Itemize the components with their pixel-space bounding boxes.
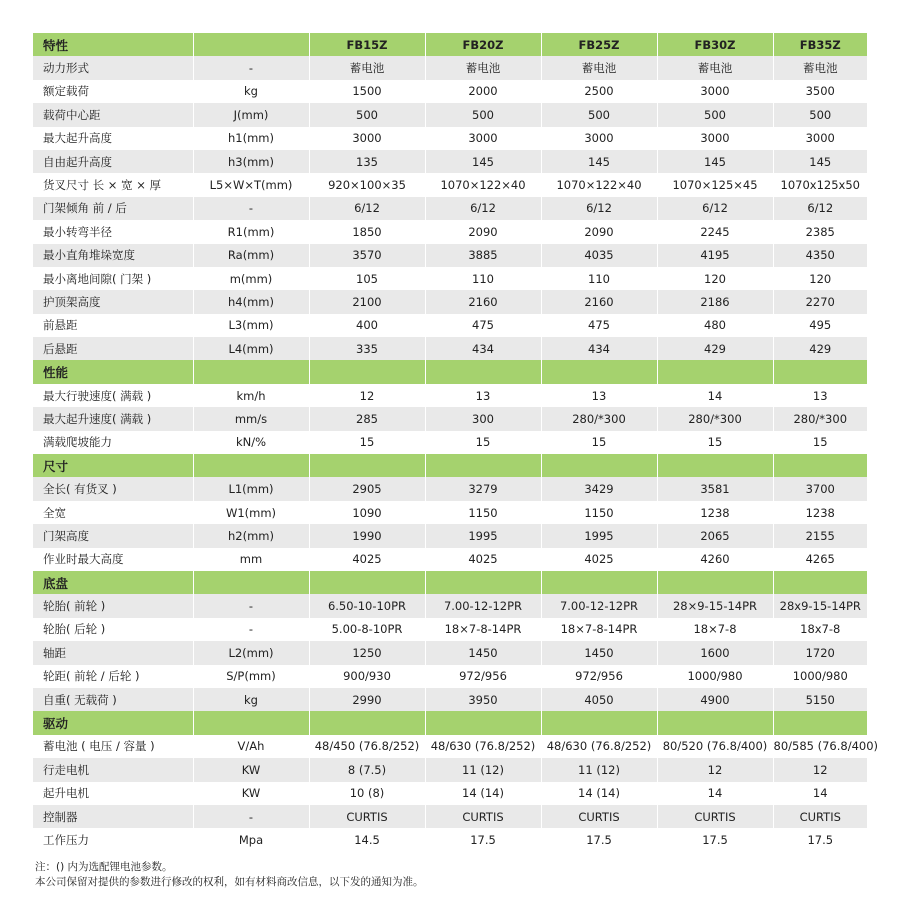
table-row xyxy=(33,244,867,267)
spec-value: 13 xyxy=(541,384,657,407)
spec-value: 1000/980 xyxy=(773,665,867,688)
spec-value: 17.5 xyxy=(657,828,773,851)
spec-value: 18×7-8 xyxy=(657,618,773,641)
spec-unit: - xyxy=(193,197,309,220)
spec-label: 前悬距 xyxy=(33,314,193,337)
spec-label: 控制器 xyxy=(33,805,193,828)
spec-unit: - xyxy=(193,618,309,641)
spec-label: 护顶架高度 xyxy=(33,290,193,313)
spec-value: 2245 xyxy=(657,220,773,243)
spec-label: 轮胎( 后轮 ) xyxy=(33,618,193,641)
spec-value: 10 (8) xyxy=(309,782,425,805)
spec-unit: h3(mm) xyxy=(193,150,309,173)
spec-label: 后悬距 xyxy=(33,337,193,360)
table-row xyxy=(33,805,867,828)
spec-unit: L5×W×T(mm) xyxy=(193,173,309,196)
spec-value: 3000 xyxy=(309,127,425,150)
spec-unit: KW xyxy=(193,758,309,781)
spec-value: 蓄电池 xyxy=(541,56,657,79)
spec-label: 工作压力 xyxy=(33,828,193,851)
spec-label: 满载爬坡能力 xyxy=(33,431,193,454)
table-row xyxy=(33,56,867,79)
spec-value: 48/630 (76.8/252) xyxy=(425,735,541,758)
spec-value: 1500 xyxy=(309,80,425,103)
spec-value: 3570 xyxy=(309,244,425,267)
spec-value: 2000 xyxy=(425,80,541,103)
spec-value: CURTIS xyxy=(425,805,541,828)
spec-label: 行走电机 xyxy=(33,758,193,781)
section-spacer xyxy=(541,360,657,383)
spec-value: 4900 xyxy=(657,688,773,711)
spec-value: 14 xyxy=(657,782,773,805)
section-spacer xyxy=(425,360,541,383)
footnote-disclaimer: 本公司保留对提供的参数进行修改的权利，如有材料商改信息，以下发的通知为准。 xyxy=(35,876,424,888)
section-spacer xyxy=(657,454,773,477)
spec-value: 15 xyxy=(657,431,773,454)
spec-value: 280/*300 xyxy=(541,407,657,430)
spec-value: 1070×125×45 xyxy=(657,173,773,196)
spec-value: 300 xyxy=(425,407,541,430)
spec-value: 6/12 xyxy=(773,197,867,220)
spec-value: 4350 xyxy=(773,244,867,267)
spec-value: 1850 xyxy=(309,220,425,243)
spec-value: 2270 xyxy=(773,290,867,313)
spec-value: 3950 xyxy=(425,688,541,711)
spec-value: 495 xyxy=(773,314,867,337)
spec-value: 1450 xyxy=(541,641,657,664)
spec-value: 2065 xyxy=(657,524,773,547)
spec-value: 蓄电池 xyxy=(425,56,541,79)
spec-value: 972/956 xyxy=(425,665,541,688)
table-row xyxy=(33,150,867,173)
spec-value: 145 xyxy=(773,150,867,173)
spec-value: 434 xyxy=(541,337,657,360)
spec-unit: h1(mm) xyxy=(193,127,309,150)
table-row xyxy=(33,735,867,758)
spec-value: 972/956 xyxy=(541,665,657,688)
table-row xyxy=(33,337,867,360)
spec-value: 145 xyxy=(425,150,541,173)
spec-value: 500 xyxy=(425,103,541,126)
spec-value: 蓄电池 xyxy=(309,56,425,79)
spec-value: 2090 xyxy=(541,220,657,243)
section-spacer xyxy=(541,711,657,734)
spec-value: 475 xyxy=(541,314,657,337)
table-row xyxy=(33,782,867,805)
spec-unit: L2(mm) xyxy=(193,641,309,664)
table-row xyxy=(33,477,867,500)
spec-value: 2090 xyxy=(425,220,541,243)
spec-label: 起升电机 xyxy=(33,782,193,805)
spec-value: 500 xyxy=(541,103,657,126)
model-header: FB35Z xyxy=(773,33,867,56)
spec-value: 7.00-12-12PR xyxy=(425,594,541,617)
spec-value: 12 xyxy=(657,758,773,781)
footnote-lithium: 注：() 内为选配锂电池参数。 xyxy=(35,861,173,873)
spec-value: 12 xyxy=(773,758,867,781)
spec-value: 4265 xyxy=(773,548,867,571)
spec-value: 7.00-12-12PR xyxy=(541,594,657,617)
section-spacer xyxy=(773,571,867,594)
spec-value: 12 xyxy=(309,384,425,407)
spec-value: 3500 xyxy=(773,80,867,103)
spec-value: 500 xyxy=(773,103,867,126)
spec-label: 最小转弯半径 xyxy=(33,220,193,243)
section-spacer xyxy=(193,33,309,56)
table-row xyxy=(33,127,867,150)
spec-unit: KW xyxy=(193,782,309,805)
section-title: 底盘 xyxy=(33,571,193,594)
spec-value: 2160 xyxy=(425,290,541,313)
table-row xyxy=(33,384,867,407)
spec-value: 8 (7.5) xyxy=(309,758,425,781)
spec-value: 2500 xyxy=(541,80,657,103)
spec-value: 1238 xyxy=(657,501,773,524)
section-title: 特性 xyxy=(33,33,193,56)
spec-label: 最小直角堆垛宽度 xyxy=(33,244,193,267)
table-row xyxy=(33,103,867,126)
table-row xyxy=(33,548,867,571)
spec-value: 280/*300 xyxy=(657,407,773,430)
model-header: FB30Z xyxy=(657,33,773,56)
spec-value: 105 xyxy=(309,267,425,290)
spec-value: 1995 xyxy=(541,524,657,547)
spec-label: 最小离地间隙( 门架 ) xyxy=(33,267,193,290)
spec-label: 载荷中心距 xyxy=(33,103,193,126)
spec-unit: m(mm) xyxy=(193,267,309,290)
spec-value: 14 xyxy=(773,782,867,805)
spec-value: 14 (14) xyxy=(541,782,657,805)
section-header xyxy=(33,711,867,734)
spec-value: 1000/980 xyxy=(657,665,773,688)
spec-value: 3000 xyxy=(657,80,773,103)
spec-label: 全宽 xyxy=(33,501,193,524)
spec-value: 1070×122×40 xyxy=(541,173,657,196)
spec-value: 3279 xyxy=(425,477,541,500)
spec-value: 11 (12) xyxy=(425,758,541,781)
spec-value: 285 xyxy=(309,407,425,430)
spec-value: 14 xyxy=(657,384,773,407)
table-row xyxy=(33,618,867,641)
spec-value: 3000 xyxy=(425,127,541,150)
spec-value: 28×9-15-14PR xyxy=(657,594,773,617)
spec-unit: h4(mm) xyxy=(193,290,309,313)
spec-value: 17.5 xyxy=(541,828,657,851)
spec-value: 110 xyxy=(425,267,541,290)
section-spacer xyxy=(193,454,309,477)
table-row xyxy=(33,290,867,313)
table-row xyxy=(33,267,867,290)
spec-value: 5150 xyxy=(773,688,867,711)
table-row xyxy=(33,501,867,524)
spec-value: 13 xyxy=(773,384,867,407)
spec-unit: - xyxy=(193,805,309,828)
spec-unit: - xyxy=(193,594,309,617)
spec-value: 4050 xyxy=(541,688,657,711)
spec-value: 1720 xyxy=(773,641,867,664)
spec-value: CURTIS xyxy=(657,805,773,828)
section-spacer xyxy=(657,360,773,383)
spec-value: 17.5 xyxy=(425,828,541,851)
spec-unit: km/h xyxy=(193,384,309,407)
spec-value: 480 xyxy=(657,314,773,337)
spec-value: 15 xyxy=(541,431,657,454)
spec-value: 145 xyxy=(541,150,657,173)
spec-unit: L1(mm) xyxy=(193,477,309,500)
model-header: FB25Z xyxy=(541,33,657,56)
table-row xyxy=(33,594,867,617)
table-row xyxy=(33,758,867,781)
spec-value: 6.50-10-10PR xyxy=(309,594,425,617)
spec-value: 3000 xyxy=(773,127,867,150)
spec-value: 28x9-15-14PR xyxy=(773,594,867,617)
spec-value: 120 xyxy=(773,267,867,290)
spec-unit: V/Ah xyxy=(193,735,309,758)
spec-value: 4025 xyxy=(309,548,425,571)
spec-value: 429 xyxy=(773,337,867,360)
spec-value: 80/520 (76.8/400) xyxy=(657,735,773,758)
spec-value: 900/930 xyxy=(309,665,425,688)
spec-value: 1990 xyxy=(309,524,425,547)
table-row xyxy=(33,431,867,454)
spec-value: 18x7-8 xyxy=(773,618,867,641)
section-spacer xyxy=(773,711,867,734)
spec-label: 作业时最大高度 xyxy=(33,548,193,571)
spec-value: 2100 xyxy=(309,290,425,313)
spec-label: 门架倾角 前 / 后 xyxy=(33,197,193,220)
section-spacer xyxy=(773,360,867,383)
spec-value: 6/12 xyxy=(309,197,425,220)
spec-value: 3700 xyxy=(773,477,867,500)
spec-unit: W1(mm) xyxy=(193,501,309,524)
table-row xyxy=(33,173,867,196)
spec-unit: S/P(mm) xyxy=(193,665,309,688)
spec-value: 1070×122×40 xyxy=(425,173,541,196)
spec-value: 6/12 xyxy=(657,197,773,220)
table-row xyxy=(33,407,867,430)
spec-value: 1238 xyxy=(773,501,867,524)
spec-value: 1070x125x50 xyxy=(773,173,867,196)
spec-value: CURTIS xyxy=(309,805,425,828)
table-row xyxy=(33,665,867,688)
spec-unit: Ra(mm) xyxy=(193,244,309,267)
spec-unit: J(mm) xyxy=(193,103,309,126)
spec-value: 6/12 xyxy=(541,197,657,220)
spec-value: 18×7-8-14PR xyxy=(541,618,657,641)
spec-value: 6/12 xyxy=(425,197,541,220)
spec-label: 自由起升高度 xyxy=(33,150,193,173)
section-title: 驱动 xyxy=(33,711,193,734)
section-header xyxy=(33,454,867,477)
spec-unit: mm/s xyxy=(193,407,309,430)
spec-value: 5.00-8-10PR xyxy=(309,618,425,641)
spec-value: 2990 xyxy=(309,688,425,711)
spec-value: 4035 xyxy=(541,244,657,267)
spec-label: 蓄电池 ( 电压 / 容量 ) xyxy=(33,735,193,758)
section-spacer xyxy=(309,711,425,734)
spec-value: 145 xyxy=(657,150,773,173)
spec-value: 15 xyxy=(425,431,541,454)
spec-value: 14 (14) xyxy=(425,782,541,805)
spec-value: 500 xyxy=(309,103,425,126)
section-spacer xyxy=(309,454,425,477)
spec-unit: L3(mm) xyxy=(193,314,309,337)
spec-value: 429 xyxy=(657,337,773,360)
spec-value: 1150 xyxy=(541,501,657,524)
spec-value: 2160 xyxy=(541,290,657,313)
section-spacer xyxy=(425,571,541,594)
spec-value: 13 xyxy=(425,384,541,407)
section-spacer xyxy=(541,571,657,594)
spec-label: 轮距( 前轮 / 后轮 ) xyxy=(33,665,193,688)
spec-value: 920×100×35 xyxy=(309,173,425,196)
spec-value: 17.5 xyxy=(773,828,867,851)
table-row xyxy=(33,828,867,851)
spec-value: 2905 xyxy=(309,477,425,500)
table-row xyxy=(33,197,867,220)
spec-value: 1450 xyxy=(425,641,541,664)
footnotes xyxy=(35,860,424,890)
spec-value: 18×7-8-14PR xyxy=(425,618,541,641)
table-row xyxy=(33,80,867,103)
section-header xyxy=(33,360,867,383)
spec-value: 4260 xyxy=(657,548,773,571)
section-spacer xyxy=(425,711,541,734)
spec-value: 1995 xyxy=(425,524,541,547)
spec-value: 434 xyxy=(425,337,541,360)
section-spacer xyxy=(425,454,541,477)
spec-value: 14.5 xyxy=(309,828,425,851)
spec-value: 蓄电池 xyxy=(657,56,773,79)
table-row xyxy=(33,688,867,711)
spec-value: 3885 xyxy=(425,244,541,267)
section-header xyxy=(33,571,867,594)
spec-label: 轴距 xyxy=(33,641,193,664)
spec-label: 最大行驶速度( 满载 ) xyxy=(33,384,193,407)
spec-value: 500 xyxy=(657,103,773,126)
spec-unit: - xyxy=(193,56,309,79)
spec-value: 4025 xyxy=(425,548,541,571)
spec-unit: R1(mm) xyxy=(193,220,309,243)
spec-value: 15 xyxy=(309,431,425,454)
spec-unit: Mpa xyxy=(193,828,309,851)
spec-value: 4025 xyxy=(541,548,657,571)
spec-unit: mm xyxy=(193,548,309,571)
section-header xyxy=(33,33,867,56)
spec-value: 280/*300 xyxy=(773,407,867,430)
spec-value: 3429 xyxy=(541,477,657,500)
spec-value: CURTIS xyxy=(773,805,867,828)
spec-value: 1600 xyxy=(657,641,773,664)
spec-value: 80/585 (76.8/400) xyxy=(773,735,867,758)
spec-table xyxy=(33,33,879,852)
section-spacer xyxy=(193,711,309,734)
spec-unit: kN/% xyxy=(193,431,309,454)
spec-value: 135 xyxy=(309,150,425,173)
section-spacer xyxy=(193,360,309,383)
model-header: FB20Z xyxy=(425,33,541,56)
section-spacer xyxy=(541,454,657,477)
spec-value: 1150 xyxy=(425,501,541,524)
spec-value: 2155 xyxy=(773,524,867,547)
section-spacer xyxy=(309,571,425,594)
section-spacer xyxy=(193,571,309,594)
spec-label: 自重( 无载荷 ) xyxy=(33,688,193,711)
spec-value: 15 xyxy=(773,431,867,454)
spec-value: 2385 xyxy=(773,220,867,243)
section-spacer xyxy=(309,360,425,383)
spec-unit: kg xyxy=(193,688,309,711)
spec-value: 3581 xyxy=(657,477,773,500)
spec-value: 1250 xyxy=(309,641,425,664)
spec-value: 475 xyxy=(425,314,541,337)
spec-value: 4195 xyxy=(657,244,773,267)
spec-label: 轮胎( 前轮 ) xyxy=(33,594,193,617)
spec-value: 蓄电池 xyxy=(773,56,867,79)
spec-label: 全长( 有货叉 ) xyxy=(33,477,193,500)
spec-label: 动力形式 xyxy=(33,56,193,79)
spec-value: 400 xyxy=(309,314,425,337)
spec-value: 11 (12) xyxy=(541,758,657,781)
spec-value: 48/630 (76.8/252) xyxy=(541,735,657,758)
spec-value: 3000 xyxy=(541,127,657,150)
spec-value: 120 xyxy=(657,267,773,290)
spec-label: 货叉尺寸 长 × 宽 × 厚 xyxy=(33,173,193,196)
spec-unit: kg xyxy=(193,80,309,103)
table-row xyxy=(33,220,867,243)
spec-value: CURTIS xyxy=(541,805,657,828)
section-title: 性能 xyxy=(33,360,193,383)
section-spacer xyxy=(773,454,867,477)
table-row xyxy=(33,524,867,547)
spec-label: 额定载荷 xyxy=(33,80,193,103)
table-row xyxy=(33,314,867,337)
spec-label: 最大起升速度( 满载 ) xyxy=(33,407,193,430)
spec-label: 最大起升高度 xyxy=(33,127,193,150)
spec-unit: h2(mm) xyxy=(193,524,309,547)
spec-value: 110 xyxy=(541,267,657,290)
spec-value: 1090 xyxy=(309,501,425,524)
table-row xyxy=(33,641,867,664)
spec-label: 门架高度 xyxy=(33,524,193,547)
section-title: 尺寸 xyxy=(33,454,193,477)
spec-value: 3000 xyxy=(657,127,773,150)
section-spacer xyxy=(657,571,773,594)
spec-value: 48/450 (76.8/252) xyxy=(309,735,425,758)
spec-unit: L4(mm) xyxy=(193,337,309,360)
spec-value: 335 xyxy=(309,337,425,360)
model-header: FB15Z xyxy=(309,33,425,56)
section-spacer xyxy=(657,711,773,734)
spec-value: 2186 xyxy=(657,290,773,313)
